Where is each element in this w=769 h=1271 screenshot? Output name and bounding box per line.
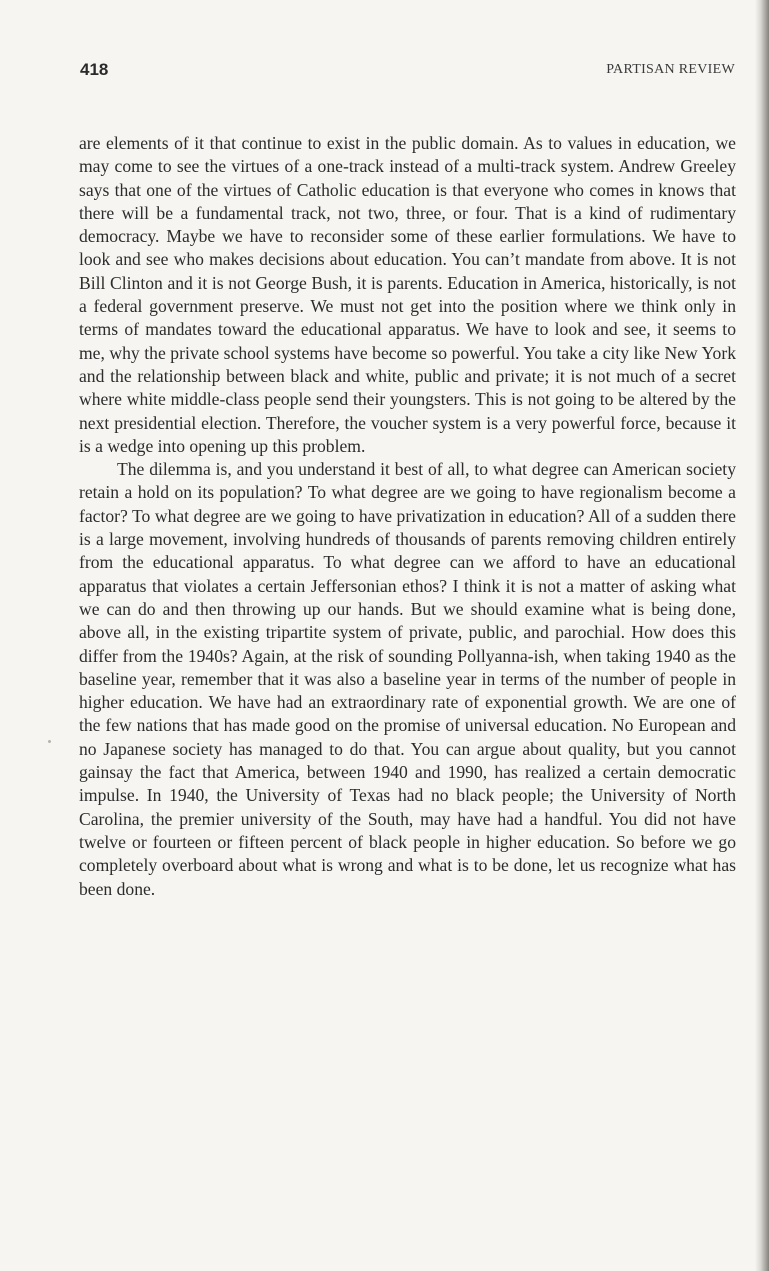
body-text [79, 132, 736, 901]
page-number: 418 [80, 60, 109, 79]
margin-mark [48, 740, 51, 743]
paragraph-continued: are elements of it that continue to exist in the public domain. As to values in education, we may come to see the virtues of a one-track instead of a multi-track system. Andrew Greeley says that one of the virtues of Catholic education is that everyone who comes in knows that there will be a fundamental track, not two, three, or four. That is a kind of rudimentary democracy. Maybe we have to reconsider some of these earlier formulations. We have to look and see who makes decisions about education. You can’t mandate from above. It is not Bill Clinton and it is not George Bush, it is parents. Education in America, historically, is not a federal government preserve. We must not get into the position where we think only in terms of mandates toward the educational apparatus. We have to look and see, it seems to me, why the private school systems have become so powerful. You take a city like New York and the relationship between black and white, public and private; it is not much of a secret where white middle-class people send their youngsters. This is not going to be altered by the next presidential election. Therefore, the voucher system is a very powerful force, because it is a wedge into opening up this problem. [79, 133, 736, 456]
page-header [80, 60, 735, 86]
page-edge-shadow [755, 0, 769, 1271]
paragraph: The dilemma is, and you understand it best of all, to what degree can American society retain a hold on its population? To what degree are we going to have regionalism become a factor? To what degree are we going to have privatization in education? All of a sudden there is a large movement, involving hundreds of thousands of parents removing children entirely from the educational apparatus. To what degree can we afford to have an educational apparatus that violates a certain Jeffersonian ethos? I think it is not a matter of asking what we can do and then throwing up our hands. But we should examine what is being done, above all, in the existing tripartite system of private, public, and parochial. How does this differ from the 1940s? Again, at the risk of sounding Pollyanna-ish, when taking 1940 as the baseline year, remember that it was also a baseline year in terms of the number of people in higher education. We have had an extraordinary rate of exponential growth. We are one of the few nations that has made good on the promise of universal education. No European and no Japanese society has managed to do that. You can argue about quality, but you cannot gainsay the fact that America, between 1940 and 1990, has realized a certain democratic impulse. In 1940, the University of Texas had no black people; the University of North Carolina, the premier university of the South, may have had a handful. You did not have twelve or fourteen or fifteen percent of black people in higher education. So before we go completely overboard about what is wrong and what is to be done, let us recognize what has been done. [79, 459, 736, 899]
running-head: PARTISAN REVIEW [606, 62, 735, 77]
